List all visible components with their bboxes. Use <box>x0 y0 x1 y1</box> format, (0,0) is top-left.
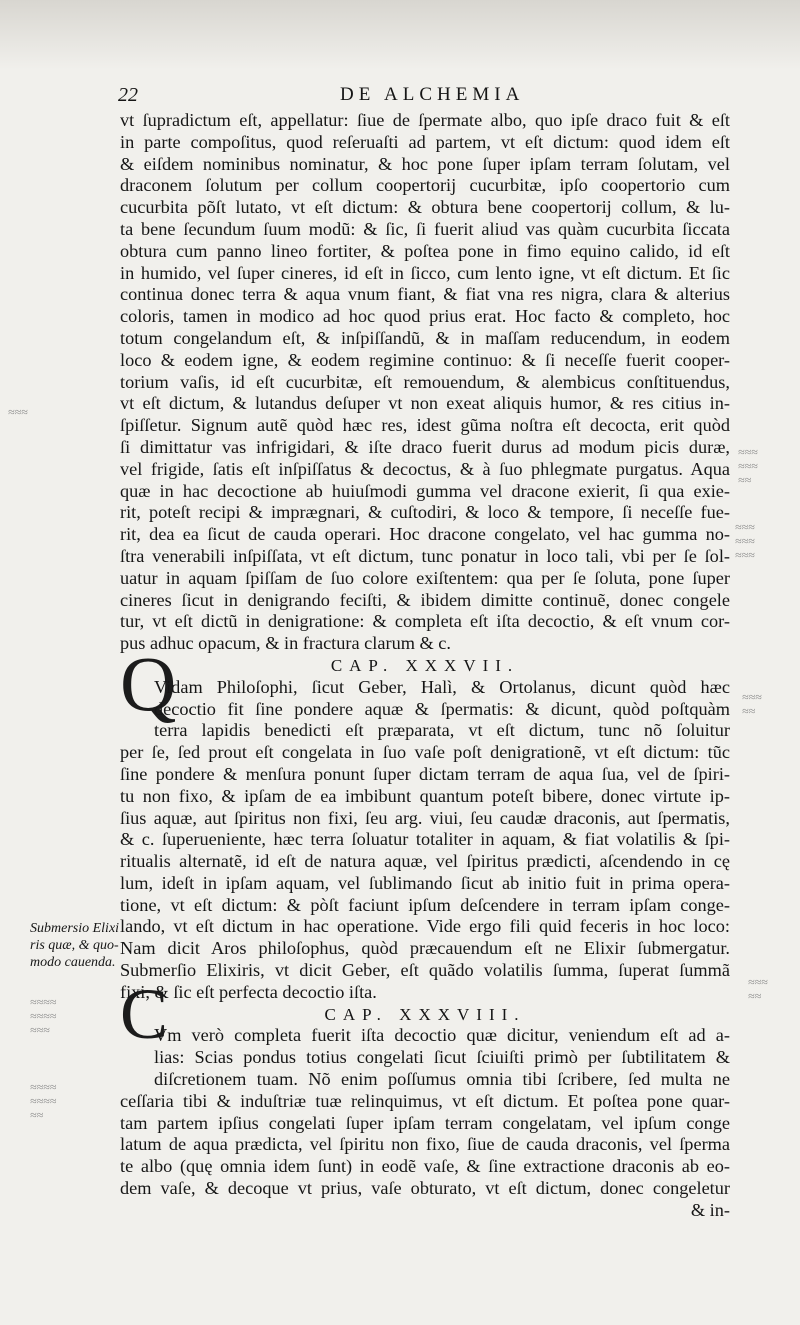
text-line: pus adhuc opacum, & in fractura clarum & c. <box>120 633 451 654</box>
text-line: vel frigide, ſatis eſt inſpiſſatus & decoctus, & à ſuo phlegmate purgatus. Aqua <box>120 458 730 479</box>
text-line: tam partem ipſius congelati ſuper ipſam terram congelatam, vel ipſum conge <box>120 1112 730 1133</box>
text-line: lias: Scias pondus totius congelati ſicut ſciuiſti primò per ſubtilitatem & <box>154 1047 730 1068</box>
text-line: tu non fixo, & ipſam de ea imbibunt quantum poteſt bibere, donec virtute ip- <box>120 785 730 806</box>
text-line: in humido, vel ſuper cineres, id eſt in ſicco, cum lento igne, vt eſt dictum. Et ſic <box>120 262 730 283</box>
marginal-note-line: ris quæ, & quo- <box>30 938 119 953</box>
text-line: continua donec terra & aqua vnum fiant, & fiat vna res nigra, clara & alterius <box>120 284 730 305</box>
page-number: 22 <box>118 84 138 106</box>
marginal-note <box>30 920 120 971</box>
margin-scrawl: ≈≈≈ ≈≈ <box>742 690 762 718</box>
text-line: ſi dimittatur vas infrigidari, & iſte draco fuerit durus ad modum picis duræ, <box>120 436 730 457</box>
text-line: diſcretionem tuam. Nõ enim poſſumus omnia tibi ſcribere, ſed multa ne <box>154 1069 730 1090</box>
margin-scrawl: ≈≈≈ <box>8 405 28 419</box>
text-line: rit, dea ea ſicut de cauda operari. Hoc dracone congelato, vel hac gumma no- <box>120 524 730 545</box>
bleed-through-mark <box>735 140 738 154</box>
page-header <box>118 84 730 110</box>
catchword: & in- <box>690 1199 730 1220</box>
text-line: Vm verò completa fuerit iſta decoctio quæ dicitur, veniendum eſt ad a- <box>154 1025 730 1046</box>
text-line: torium vaſis, id eſt cucurbitæ, eſt remouendum, & alembicus conſtituendus, <box>120 371 730 392</box>
text-line: fixi, & ſic eſt perfecta decoctio iſta. <box>120 981 377 1002</box>
text-line: terra lapidis benedicti eſt præparata, vt eſt dictum, tunc nõ ſoluitur <box>154 720 730 741</box>
text-line: uatur in aquam ſpiſſam de ſuo colore exiſtentem: qua per ſe ſoluta, pone ſuper <box>120 567 730 588</box>
text-line: vt eſt dictum, & lutandus deſuper vt non exeat aliquis humor, & res citius in- <box>120 393 730 414</box>
text-line: ceſſaria tibi & induſtriæ tuæ relinquimus, vt eſt dictum. Et poſtea pone quar- <box>120 1090 730 1111</box>
text-line: rit, poteſt recipi & imprægnari, & cuſtodiri, & loco & tempore, ſi neceſſe fue- <box>120 502 730 523</box>
text-line: ſtra venerabili inſpiſſata, vt eſt dictum, tunc ponatur in loco tali, vbi per ſe ſol- <box>120 545 730 566</box>
text-line: totum congelandum eſt, & inſpiſſandũ, & in maſſam reducendum, in eodem <box>120 327 730 348</box>
text-line: ſine pondere & menſura ponunt ſuper dictam terram de aqua ſua, vel de ſpiri- <box>120 763 730 784</box>
text-line: quæ in hac decoctione ab huiuſmodi gumma vel dracone exierit, ſi qua exie- <box>120 480 730 501</box>
text-line: cucurbita põſt lutato, vt eſt dictum: & obtura bene coopertorij collum, & lu- <box>120 197 730 218</box>
text-line: te albo (quę omnia idem ſunt) in eodẽ vaſe, & ſine extractione draconis ab eo- <box>120 1156 730 1177</box>
margin-scrawl: ≈≈≈ ≈≈ <box>748 975 768 1003</box>
text-line: Vidam Philoſophi, ſicut Geber, Halì, & Ortolanus, dicunt quòd hæc <box>154 676 730 697</box>
drop-cap-chapter-37: Q <box>120 640 177 727</box>
chapter-heading: CAP. XXXVIII. <box>324 1004 526 1024</box>
text-line: ta bene ſecundum ſuum modũ: & ſic, ſi fuerit aliud vas quàm cucurbita ſiccata <box>120 218 730 239</box>
text-line: tione, vt eſt dictum: & pòſt faciunt ipſum deſcendere in terram ipſam conge- <box>120 894 730 915</box>
text-line: tur, vt eſt dictũ in denigratione: & completa eſt iſta decoctio, & eſt vnum cor- <box>120 611 730 632</box>
chapter-heading: CAP. XXXVII. <box>330 655 520 675</box>
text-line: vt ſupradictum eſt, appellatur: ſiue de ſpermate albo, quo ipſe draco fuit & eſt <box>120 110 730 130</box>
text-line: Submerſio Elixiris, vt dicit Geber, eſt quãdo volatilis ſumma, ſuperat ſummã <box>120 960 730 981</box>
text-line: coloris, tamen in modico ad hoc quod prius erat. Hoc facto & completo, hoc <box>120 306 730 327</box>
text-line: ſpiſſetur. Signum autẽ quòd hæc res, idest gũma noſtra eſt decocta, erit quòd <box>120 415 730 436</box>
drop-cap-chapter-38: C <box>120 974 169 1054</box>
running-head: DE ALCHEMIA <box>340 84 525 105</box>
text-line: obtura cum panno lineo fortiter, & poſtea pone in fimo equino calido, id eſt <box>120 240 730 261</box>
text-line: & c. ſuperueniente, hæc terra ſoluatur totaliter in aquam, & fiat volatilis & ſpi- <box>120 829 730 850</box>
marginal-note-line: Submersio Elixi <box>30 921 120 936</box>
text-line: lando, vt eſt dictum in hac operatione. Vide ergo fili quid feceris in hoc loco: <box>120 916 730 937</box>
margin-scrawl: ≈≈≈≈ ≈≈≈≈ ≈≈ <box>30 1080 57 1122</box>
text-line: per ſe, ſed prout eſt congelata in ſuo vaſe poſt denigrationẽ, vt eſt dictum: tũc <box>120 742 730 763</box>
body-text <box>120 110 730 1222</box>
text-line: ſius aquæ, aut ſpiritus non fixi, ſeu arg. viui, ſeu caudæ draconis, aut ſpermatis, <box>120 807 730 828</box>
text-line: lum, ideſt in ipſam aquam, vel ſublimando ſicut ab initio fuit in prima opera- <box>120 872 730 893</box>
margin-scrawl: ≈≈≈ ≈≈≈ ≈≈≈ <box>735 520 755 562</box>
text-line: latum de aqua prædicta, vel ſpiritu non fixo, ſiue de cauda draconis, vel ſperma <box>120 1134 730 1155</box>
margin-scrawl: ≈≈≈ ≈≈≈ ≈≈ <box>738 445 758 487</box>
text-line: dem vaſe, & decoque vt prius, vaſe obturato, vt eſt dictum, donec congeletur <box>120 1178 730 1199</box>
text-line: cineres ſicut in denigrando feciſti, & ibidem dimitte continuẽ, donec congele <box>120 589 730 610</box>
text-line: decoctio fit ſine pondere aquæ & ſpermatis: & dicunt, quòd poſtquàm <box>154 698 730 719</box>
text-line: in parte compoſitus, quod reſeruaſti ad partem, vt eſt dictum: quod idem eſt <box>120 131 730 152</box>
text-line: ritualis alternatẽ, id eſt de natura aquæ, vel ſpiritus prædicti, aſcendendo in cę <box>120 851 730 872</box>
margin-scrawl: ≈≈≈≈ ≈≈≈≈ ≈≈≈ <box>30 995 57 1037</box>
text-line: draconem ſolutum per collum coopertorij cucurbitæ, ipſo coopertorio cum <box>120 175 730 196</box>
page-top-shadow <box>0 0 800 70</box>
marginal-note-line: modo cauenda. <box>30 955 116 970</box>
text-line: & eiſdem nominibus nominatur, & hoc pone ſuper ipſam terram ſolutam, vel <box>120 153 730 174</box>
text-line: loco & eodem igne, & eodem regimine continuo: & ſi neceſſe fuerit cooper- <box>120 349 730 370</box>
text-line: Nam dicit Aros philoſophus, quòd præcauendum eſt ne Elixir ſubmergatur. <box>120 938 730 959</box>
